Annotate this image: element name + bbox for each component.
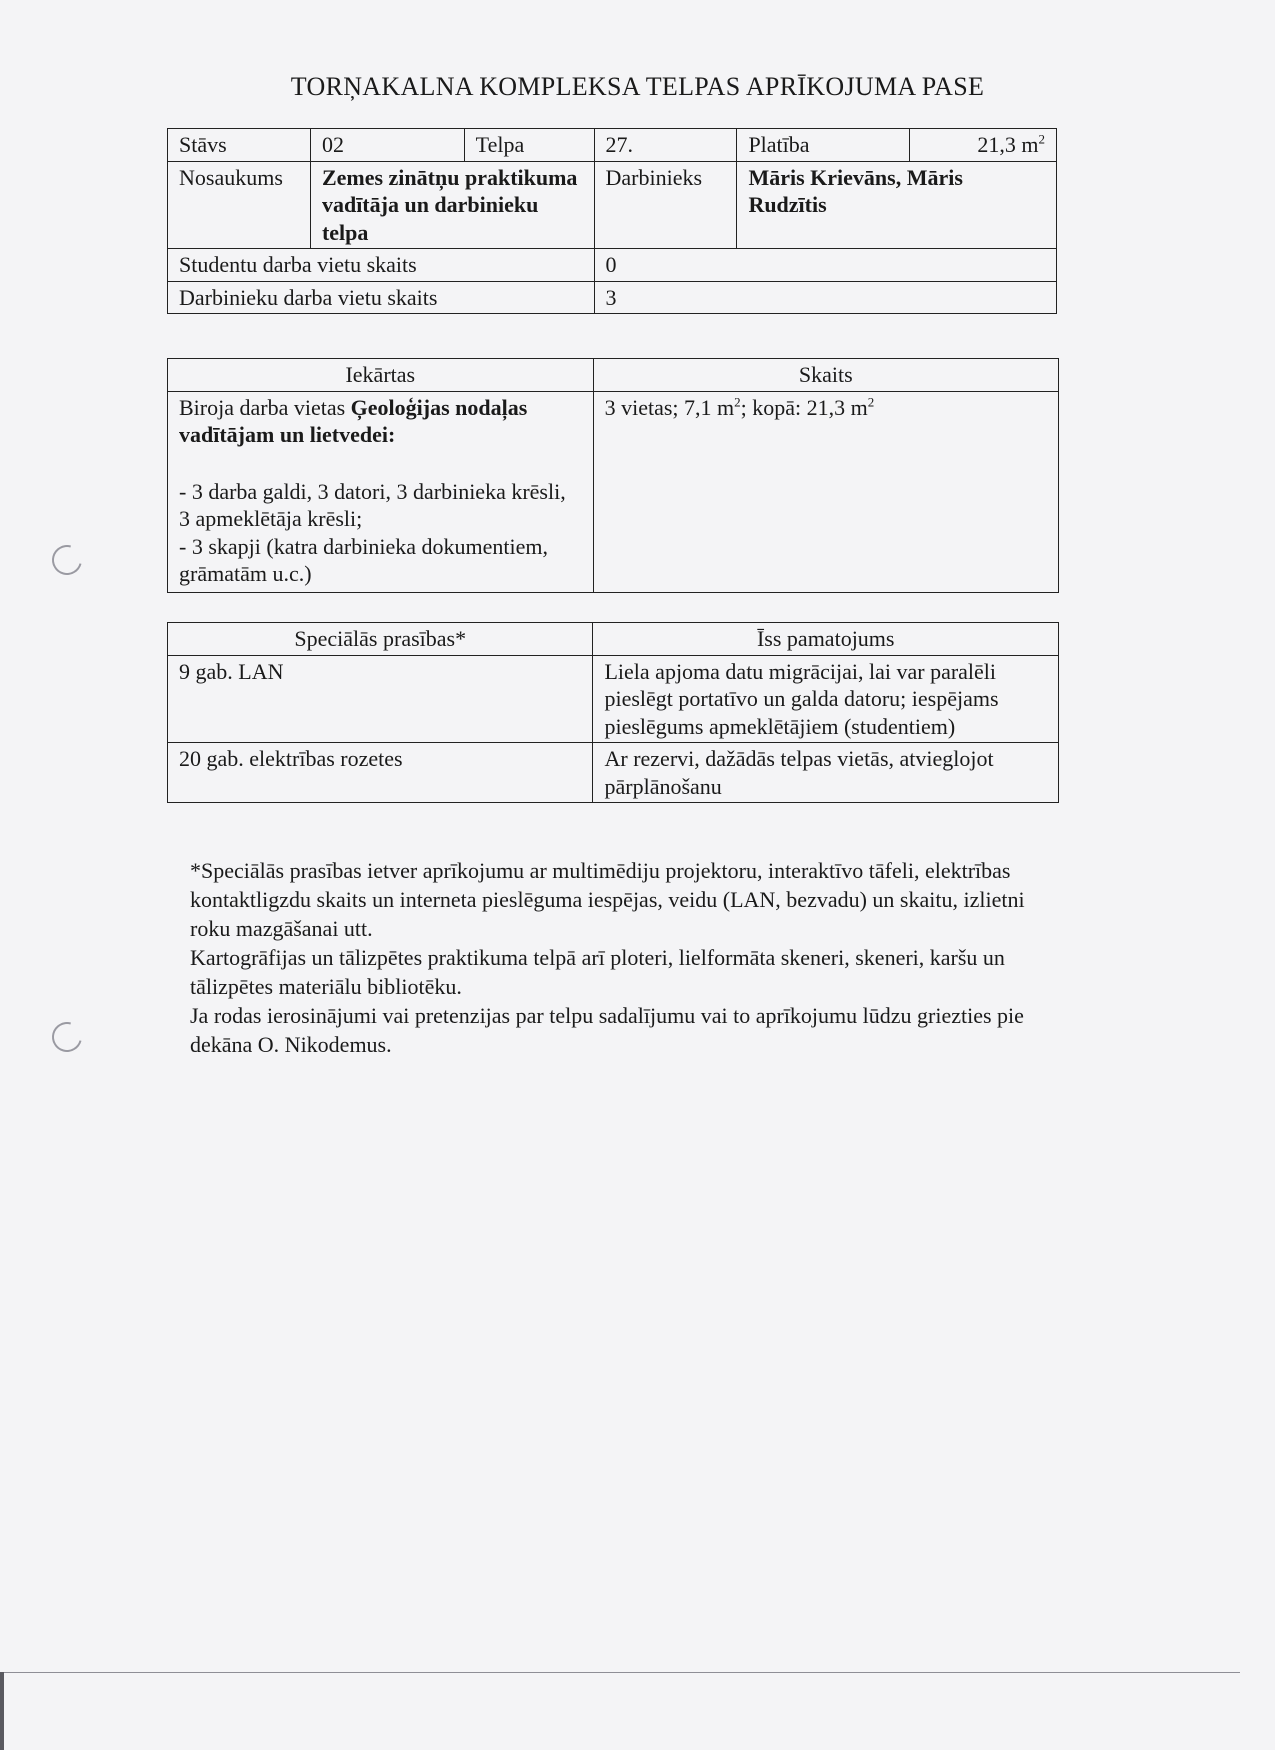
count-column-header: Skaits bbox=[593, 359, 1058, 392]
requirements-column-header: Speciālās prasības* bbox=[168, 623, 593, 656]
scan-edge-line bbox=[0, 1672, 1240, 1673]
employee-names: Māris Krievāns, Māris Rudzītis bbox=[737, 161, 1057, 249]
justification-cell: Liela apjoma datu migrācijai, lai var paralēli pieslēgt portatīvo un galda datoru; iespējams pieslēgums apmeklētājiem (studentiem) bbox=[593, 655, 1059, 743]
table-header-row bbox=[168, 623, 1059, 656]
table-header-row bbox=[168, 359, 1059, 392]
punch-hole-mark bbox=[47, 1017, 88, 1058]
requirement-cell: 9 gab. LAN bbox=[168, 655, 593, 743]
equipment-column-header: Iekārtas bbox=[168, 359, 594, 392]
room-info-table bbox=[167, 128, 1057, 314]
equipment-line-cabinets: - 3 skapji (katra darbinieka dokumentiem, grāmatām u.c.) bbox=[179, 533, 548, 586]
equipment-description bbox=[168, 391, 594, 592]
count-exponent1: 2 bbox=[734, 394, 741, 410]
equipment-table bbox=[167, 358, 1059, 593]
table-row bbox=[168, 391, 1059, 592]
equipment-intro: Biroja darba vietas bbox=[179, 394, 351, 420]
floor-value: 02 bbox=[310, 129, 464, 162]
footnote-cartography: Kartogrāfijas un tālizpētes praktikuma telpā arī ploteri, lielformāta skeneri, skeneri, karšu un tālizpētes materiālu bibliotēku. bbox=[190, 945, 1005, 999]
footnote-contact: Ja rodas ierosinājumi vai pretenzijas par telpu sadalījumu vai to aprīkojumu lūdzu griezties pie dekāna O. Nikodemus. bbox=[190, 1003, 1024, 1057]
floor-label: Stāvs bbox=[168, 129, 311, 162]
count-part1: 3 vietas; 7,1 m bbox=[604, 394, 735, 420]
footnote-special-requirements: *Speciālās prasības ietver aprīkojumu ar multimēdiju projektoru, interaktīvo tāfeli, elektrības kontaktligzdu skaits un interneta pieslēguma iespējas, veidu (LAN, bezvadu) un skaitu, izlietni roku mazgāšanai utt. bbox=[190, 858, 1025, 941]
area-value bbox=[910, 129, 1057, 162]
area-unit-exponent: 2 bbox=[1038, 131, 1045, 147]
scan-edge-shadow bbox=[0, 1672, 4, 1750]
room-name: Zemes zinātņu praktikuma vadītāja un darbinieku telpa bbox=[310, 161, 594, 249]
employee-label: Darbinieks bbox=[594, 161, 737, 249]
name-label: Nosaukums bbox=[168, 161, 311, 249]
student-seats-label: Studentu darba vietu skaits bbox=[168, 249, 595, 282]
justification-column-header: Īss pamatojums bbox=[593, 623, 1059, 656]
equipment-line-furniture: - 3 darba galdi, 3 datori, 3 darbinieka krēsli, 3 apmeklētāja krēsli; bbox=[179, 478, 566, 531]
punch-hole-mark bbox=[47, 540, 88, 581]
room-label: Telpa bbox=[464, 129, 594, 162]
footnotes bbox=[190, 856, 1070, 1059]
table-row bbox=[168, 161, 1057, 249]
equipment-department: Ģeoloģijas nodaļas vadītājam un lietvedei: bbox=[179, 394, 528, 447]
table-row bbox=[168, 129, 1057, 162]
area-number: 21,3 m bbox=[977, 132, 1039, 157]
special-requirements-table bbox=[167, 622, 1059, 803]
student-seats-value: 0 bbox=[594, 249, 1056, 282]
area-label: Platība bbox=[737, 129, 910, 162]
count-exponent2: 2 bbox=[867, 394, 875, 410]
table-row bbox=[168, 655, 1059, 743]
staff-seats-value: 3 bbox=[594, 281, 1056, 314]
justification-cell: Ar rezervi, dažādās telpas vietās, atvieglojot pārplānošanu bbox=[593, 743, 1059, 803]
staff-seats-label: Darbinieku darba vietu skaits bbox=[168, 281, 595, 314]
table-row bbox=[168, 249, 1057, 282]
page-title: TORŅAKALNA KOMPLEKSA TELPAS APRĪKOJUMA PASE bbox=[290, 72, 985, 101]
equipment-count bbox=[593, 391, 1058, 592]
requirement-cell: 20 gab. elektrības rozetes bbox=[168, 743, 593, 803]
room-number: 27. bbox=[594, 129, 737, 162]
count-part2: ; kopā: 21,3 m bbox=[740, 394, 868, 420]
table-row bbox=[168, 281, 1057, 314]
table-row bbox=[168, 743, 1059, 803]
